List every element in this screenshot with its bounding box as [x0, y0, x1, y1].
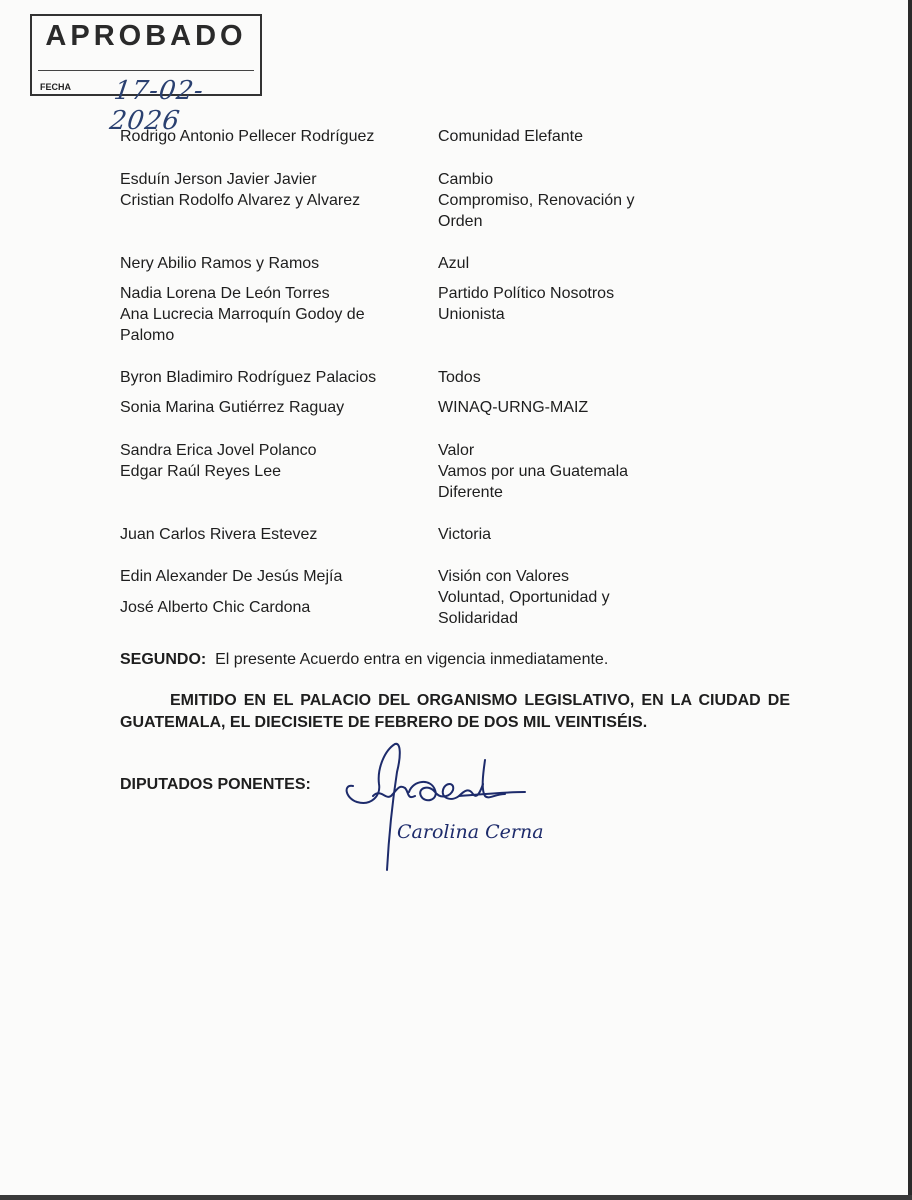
party-names: [438, 253, 698, 274]
party-name: Azul: [438, 255, 470, 272]
ponentes-label: DIPUTADOS PONENTES:: [120, 776, 311, 793]
party-name: Orden: [438, 213, 483, 230]
deputy-name: Sandra Erica Jovel Polanco: [120, 442, 317, 459]
stamp-fecha-label: FECHA: [40, 82, 71, 92]
party-name: Solidaridad: [438, 610, 519, 627]
party-names: [438, 283, 698, 325]
emitido-paragraph: EMITIDO EN EL PALACIO DEL ORGANISMO LEGISLATIVO, EN LA CIUDAD DE GUATEMALA, EL DIECISIETE DE FEBRERO DE DOS MIL VEINTISÉIS.: [120, 692, 790, 731]
deputy-name: Sonia Marina Gutiérrez Raguay: [120, 399, 345, 416]
deputy-name: Rodrigo Antonio Pellecer Rodríguez: [120, 128, 375, 145]
deputy-name: Juan Carlos Rivera Estevez: [120, 526, 318, 543]
deputy-names: [120, 566, 420, 587]
party-name: Comunidad Elefante: [438, 128, 583, 145]
deputy-name: Edin Alexander De Jesús Mejía: [120, 568, 343, 585]
deputy-names: [120, 597, 420, 618]
party-names: [438, 440, 698, 503]
deputy-names: [120, 283, 420, 346]
segundo-label: SEGUNDO:: [120, 651, 207, 668]
deputy-name: Edgar Raúl Reyes Lee: [120, 463, 281, 480]
segundo-text: El presente Acuerdo entra en vigencia inmediatamente.: [215, 651, 609, 668]
stamp-title: APROBADO: [45, 20, 247, 52]
party-name: Voluntad, Oportunidad y: [438, 589, 610, 606]
deputy-name: Byron Bladimiro Rodríguez Palacios: [120, 369, 377, 386]
party-name: Unionista: [438, 306, 505, 323]
deputy-names: [120, 440, 420, 482]
stamp-date: 17-02-2026: [107, 76, 206, 136]
signature-name: Carolina Cerna: [397, 821, 544, 843]
deputy-name: Palomo: [120, 327, 175, 344]
party-name: Valor: [438, 442, 475, 459]
party-name: Victoria: [438, 526, 492, 543]
handwritten-signature: [335, 738, 565, 878]
deputy-names: [120, 253, 420, 274]
party-names: [438, 397, 698, 418]
party-names: [438, 587, 698, 629]
party-name: Compromiso, Renovación y: [438, 192, 635, 209]
deputy-name: Ana Lucrecia Marroquín Godoy de: [120, 306, 365, 323]
deputy-names: [120, 367, 420, 388]
party-name: WINAQ-URNG-MAIZ: [438, 399, 589, 416]
segundo-clause: [120, 651, 608, 669]
approved-stamp: [30, 14, 262, 136]
scan-edge: [0, 1195, 912, 1200]
scan-edge: [908, 0, 912, 1200]
party-names: [438, 524, 698, 545]
deputy-names: [120, 126, 420, 147]
party-name: Todos: [438, 369, 481, 386]
deputy-name: Cristian Rodolfo Alvarez y Alvarez: [120, 192, 361, 209]
party-names: [438, 126, 698, 147]
party-name: Visión con Valores: [438, 568, 570, 585]
deputy-name: Nadia Lorena De León Torres: [120, 285, 330, 302]
party-name: Diferente: [438, 484, 503, 501]
stamp-divider: [38, 70, 254, 71]
party-name: Cambio: [438, 171, 494, 188]
party-name: Vamos por una Guatemala: [438, 463, 629, 480]
deputy-name: Nery Abilio Ramos y Ramos: [120, 255, 320, 272]
party-names: [438, 169, 698, 232]
deputy-name: Esduín Jerson Javier Javier: [120, 171, 317, 188]
party-names: [438, 367, 698, 388]
party-name: Partido Político Nosotros: [438, 285, 615, 302]
party-names: [438, 566, 698, 587]
deputy-name: José Alberto Chic Cardona: [120, 599, 311, 616]
deputy-names: [120, 524, 420, 545]
deputy-names: [120, 397, 420, 418]
deputy-names: [120, 169, 420, 211]
